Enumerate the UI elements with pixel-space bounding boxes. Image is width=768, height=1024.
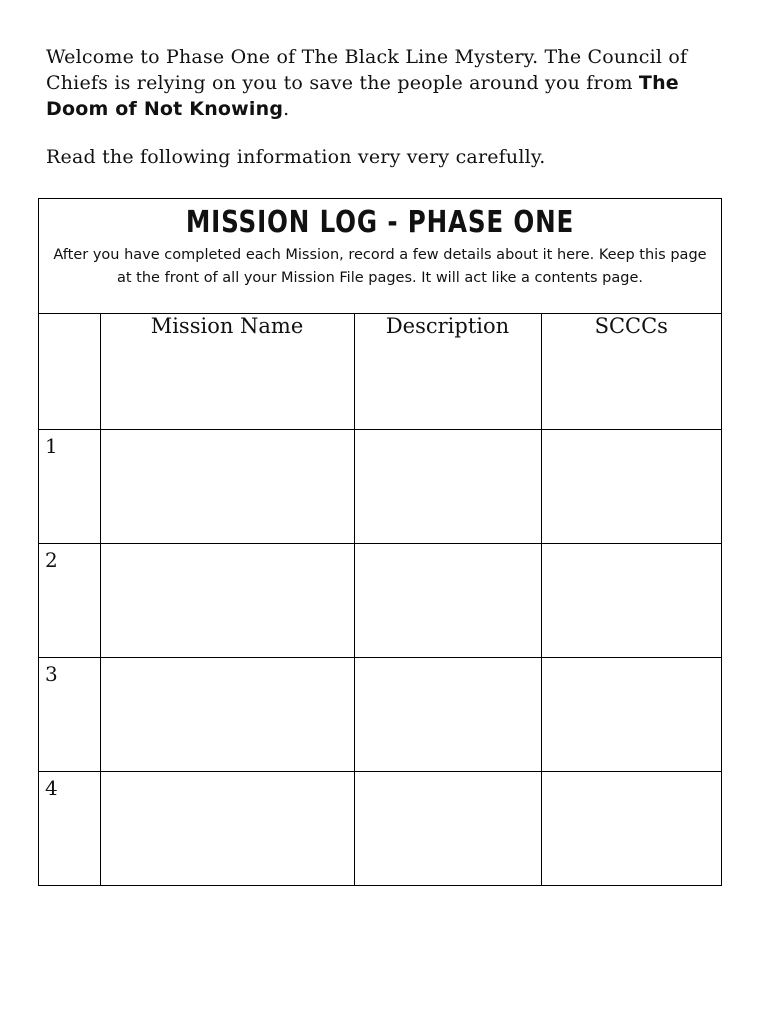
row-number-cell xyxy=(39,543,100,657)
row-number: 3 xyxy=(45,661,58,686)
table-row xyxy=(39,543,721,657)
row-number-cell xyxy=(39,657,100,771)
description-cell[interactable] xyxy=(354,543,541,657)
scccs-cell[interactable] xyxy=(541,657,721,771)
scccs-cell[interactable] xyxy=(541,543,721,657)
mission-name-cell[interactable] xyxy=(100,543,354,657)
row-number: 4 xyxy=(45,775,58,800)
mission-name-cell[interactable] xyxy=(100,657,354,771)
header-scccs: SCCCs xyxy=(541,314,721,429)
intro-instruction: Read the following information very very carefully. xyxy=(46,146,546,168)
description-cell[interactable] xyxy=(354,429,541,543)
mission-name-cell[interactable] xyxy=(100,429,354,543)
table-row xyxy=(39,657,721,771)
table-row xyxy=(39,429,721,543)
intro-line-end: . xyxy=(283,98,290,120)
table-row xyxy=(39,771,721,885)
mission-log-description: After you have completed each Mission, record a few details about it here. Keep this page at the front of all your Mission File pages. It will act like a contents page. xyxy=(53,247,707,286)
header-number xyxy=(39,314,100,429)
row-number-cell xyxy=(39,429,100,543)
intro-text xyxy=(46,44,736,170)
intro-emphasis: The Doom of Not Knowing xyxy=(46,72,679,120)
row-number-cell xyxy=(39,771,100,885)
table-header-row xyxy=(39,314,721,429)
mission-name-cell[interactable] xyxy=(100,771,354,885)
mission-log-title: MISSION LOG - PHASE ONE xyxy=(185,205,575,240)
row-number: 1 xyxy=(45,433,58,458)
scccs-cell[interactable] xyxy=(541,771,721,885)
header-description: Description xyxy=(354,314,541,429)
scccs-cell[interactable] xyxy=(541,429,721,543)
description-cell[interactable] xyxy=(354,657,541,771)
header-mission-name: Mission Name xyxy=(100,314,354,429)
description-cell[interactable] xyxy=(354,771,541,885)
intro-line: Welcome to Phase One of The Black Line Mystery. The Council of Chiefs is relying on you to save the people around you from xyxy=(46,46,688,94)
mission-log xyxy=(38,198,722,886)
mission-log-header xyxy=(39,199,721,314)
row-number: 2 xyxy=(45,547,58,572)
mission-log-table xyxy=(39,314,721,885)
intro-paragraph xyxy=(46,44,736,122)
